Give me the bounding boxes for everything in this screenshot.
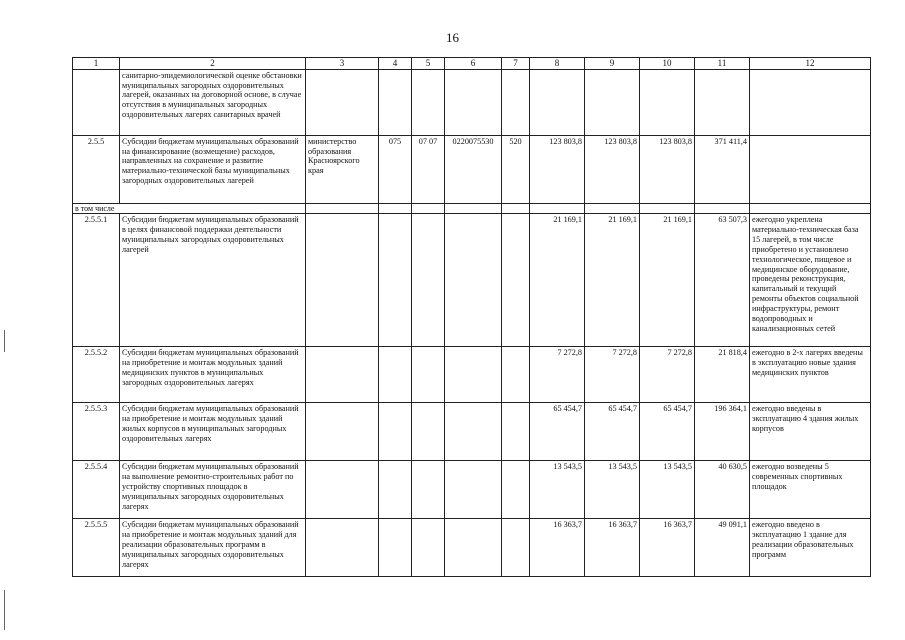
scan-artifact (4, 590, 5, 630)
including-label: в том числе (73, 203, 306, 214)
table-row-including (73, 203, 871, 214)
amount-year-2: 16 363,7 (585, 519, 640, 577)
column-number-row (73, 58, 871, 70)
expected-result: ежегодно в 2-х лагерях введены в эксплуатацию новые здания медицинских пунктов (750, 347, 871, 403)
amount-total: 40 630,5 (695, 461, 750, 519)
row-description: Субсидии бюджетам муниципальных образований на приобретение и монтаж модульных зданий медицинских пунктов в муниципальных загородных оздоровительных лагерях (120, 347, 306, 403)
expected-result (750, 135, 871, 203)
amount-year-1: 65 454,7 (530, 403, 585, 461)
amount-year-3: 16 363,7 (640, 519, 695, 577)
column-number: 5 (412, 58, 445, 70)
amount-year-1: 21 169,1 (530, 214, 585, 347)
row-number (73, 69, 120, 135)
amount-year-2: 13 543,5 (585, 461, 640, 519)
amount-year-2: 65 454,7 (585, 403, 640, 461)
amount-year-1: 7 272,8 (530, 347, 585, 403)
scan-artifact (4, 330, 5, 352)
grbs-code: 075 (379, 135, 412, 203)
amount-total: 196 364,1 (695, 403, 750, 461)
row-description: Субсидии бюджетам муниципальных образований на финансирование (возмещение) расходов, направленных на сохранение и развитие материально-технической базы муниципальных загородных оздоровительных лагерей (120, 135, 306, 203)
amount-total: 49 091,1 (695, 519, 750, 577)
page-number: 16 (446, 30, 459, 45)
row-number: 2.5.5.5 (73, 519, 120, 577)
row-number: 2.5.5.4 (73, 461, 120, 519)
table-row-2-5-5 (73, 135, 871, 203)
budget-table (72, 57, 871, 577)
expected-result: ежегодно введены в эксплуатацию 4 здания жилых корпусов (750, 403, 871, 461)
amount-year-1: 123 803,8 (530, 135, 585, 203)
amount-year-3: 21 169,1 (640, 214, 695, 347)
expected-result: ежегодно возведены 5 современных спортивных площадок (750, 461, 871, 519)
amount-year-2: 123 803,8 (585, 135, 640, 203)
row-number: 2.5.5 (73, 135, 120, 203)
row-description: Субсидии бюджетам муниципальных образований на приобретение и монтаж модульных зданий для реализации образовательных программ в муниципальных загородных оздоровительных лагерях (120, 519, 306, 577)
column-number: 10 (640, 58, 695, 70)
row-description: Субсидии бюджетам муниципальных образований в целях финансовой поддержки деятельности муниципальных загородных оздоровительных лагерей (120, 214, 306, 347)
amount-total: 21 818,4 (695, 347, 750, 403)
amount-year-2: 7 272,8 (585, 347, 640, 403)
row-description: Субсидии бюджетам муниципальных образований на выполнение ремонтно-строительных работ по устройству спортивных площадок в муниципальных загородных оздоровительных лагерях (120, 461, 306, 519)
amount-year-3: 13 543,5 (640, 461, 695, 519)
table-row-continuation (73, 69, 871, 135)
row-number: 2.5.5.1 (73, 214, 120, 347)
column-number: 11 (695, 58, 750, 70)
section-code: 07 07 (412, 135, 445, 203)
row-description: Субсидии бюджетам муниципальных образований на приобретение и монтаж модульных зданий жилых корпусов в муниципальных загородных оздоровительных лагерях (120, 403, 306, 461)
amount-year-1: 13 543,5 (530, 461, 585, 519)
column-number: 6 (445, 58, 502, 70)
amount-year-3: 7 272,8 (640, 347, 695, 403)
amount-year-2: 21 169,1 (585, 214, 640, 347)
column-number: 2 (120, 58, 306, 70)
amount-total: 63 507,3 (695, 214, 750, 347)
table-row-2-5-5-5 (73, 519, 871, 577)
column-number: 4 (379, 58, 412, 70)
column-number: 12 (750, 58, 871, 70)
expected-result: ежегодно укреплена материально-техническая база 15 лагерей, в том числе приобретено и установлено технологическое, пищевое и медицинское оборудование, проведены реконструкция, капитальный и текущий ремонты объектов социальной инфраструктуры, ремонт водопроводных и канализационных сетей (750, 214, 871, 347)
column-number: 1 (73, 58, 120, 70)
amount-year-3: 123 803,8 (640, 135, 695, 203)
column-number: 3 (306, 58, 379, 70)
administrator-cell: министерство образования Красноярского края (306, 135, 379, 203)
amount-year-1: 16 363,7 (530, 519, 585, 577)
amount-year-3: 65 454,7 (640, 403, 695, 461)
row-description: санитарно-эпидемиологической оценке обстановки муниципальных загородных оздоровительных лагерей, оказанных на договорной основе, в случае отсутствия в муниципальных загородных оздоровительных лагерях санитарных врачей (120, 69, 306, 135)
row-number: 2.5.5.3 (73, 403, 120, 461)
table-row-2-5-5-3 (73, 403, 871, 461)
column-number: 8 (530, 58, 585, 70)
table-row-2-5-5-1 (73, 214, 871, 347)
target-code: 0220075530 (445, 135, 502, 203)
expense-type-code: 520 (502, 135, 530, 203)
column-number: 9 (585, 58, 640, 70)
column-number: 7 (502, 58, 530, 70)
amount-total: 371 411,4 (695, 135, 750, 203)
row-number: 2.5.5.2 (73, 347, 120, 403)
table-row-2-5-5-4 (73, 461, 871, 519)
expected-result: ежегодно введено в эксплуатацию 1 здание для реализации образовательных программ (750, 519, 871, 577)
table-row-2-5-5-2 (73, 347, 871, 403)
